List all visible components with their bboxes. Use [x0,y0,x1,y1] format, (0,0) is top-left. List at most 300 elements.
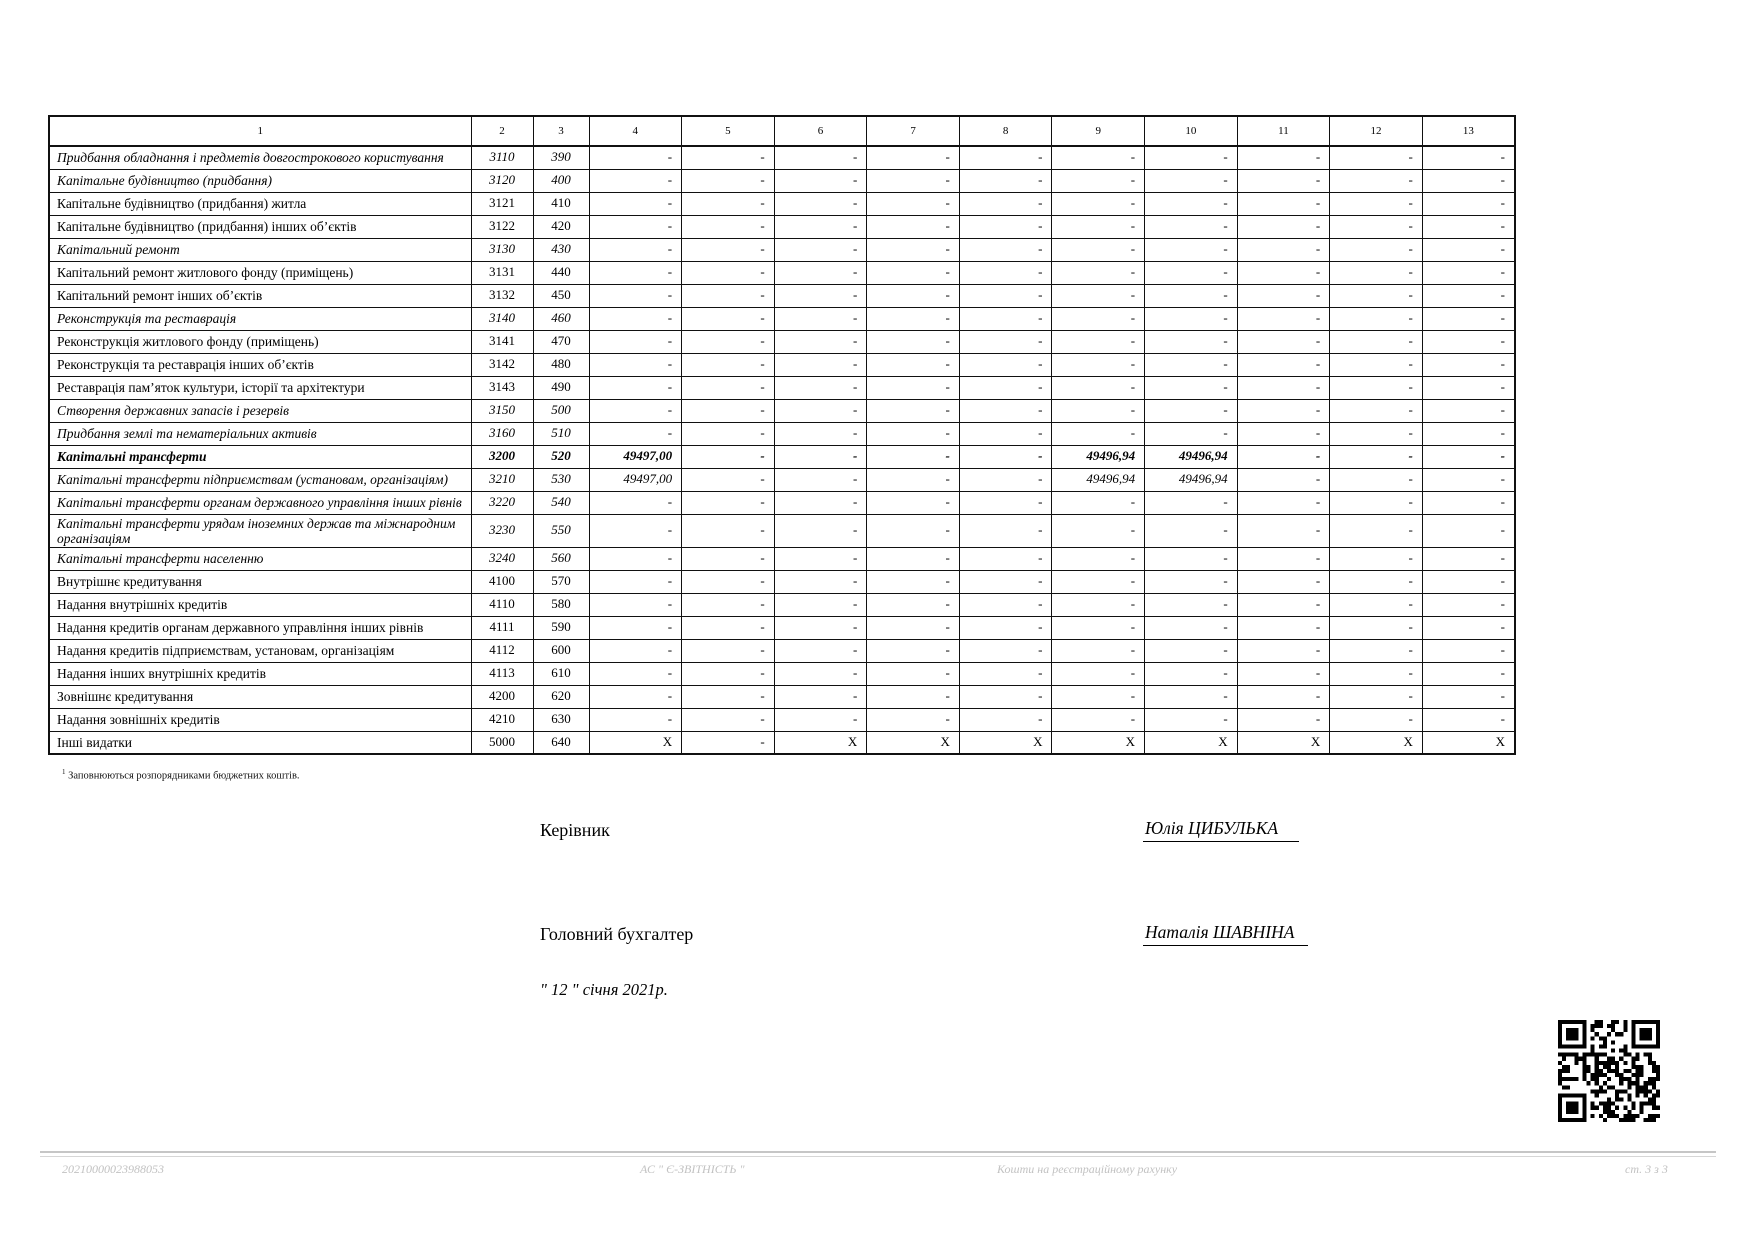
row-label: Капітальні трансферти урядам іноземних держав та міжнародним організаціям [49,514,471,547]
row-value-col-9: - [1052,307,1145,330]
row-value-col-5: - [682,547,775,570]
table-row-3160 [49,422,1515,445]
row-line: 580 [533,593,589,616]
row-value-col-11: - [1237,422,1330,445]
row-value-col-12: - [1330,261,1423,284]
row-code: 3142 [471,353,533,376]
row-code: 5000 [471,731,533,754]
row-value-col-5: - [682,514,775,547]
row-value-col-6: - [774,307,867,330]
row-value-col-10: - [1145,662,1238,685]
row-value-col-10: - [1145,547,1238,570]
row-value-col-7: - [867,215,960,238]
row-line: 560 [533,547,589,570]
row-value-col-7: - [867,376,960,399]
row-value-col-13: - [1422,468,1515,491]
row-value-col-5: - [682,169,775,192]
row-value-col-11: - [1237,468,1330,491]
row-code: 3143 [471,376,533,399]
row-value-col-10: - [1145,399,1238,422]
row-value-col-7: - [867,616,960,639]
row-value-col-10: - [1145,422,1238,445]
row-value-col-5: - [682,639,775,662]
row-value-col-13: - [1422,284,1515,307]
row-code: 4100 [471,570,533,593]
footnote-marker: 1 [62,768,66,776]
row-value-col-7: - [867,514,960,547]
row-value-col-8: - [959,708,1052,731]
row-value-col-13: - [1422,192,1515,215]
row-value-col-4: - [589,192,682,215]
row-label: Надання кредитів органам державного управління інших рівнів [49,616,471,639]
row-value-col-6: - [774,514,867,547]
row-value-col-7: - [867,192,960,215]
row-value-col-9: - [1052,284,1145,307]
row-value-col-4: - [589,593,682,616]
row-value-col-5: - [682,307,775,330]
row-value-col-5: - [682,376,775,399]
row-value-col-7: - [867,146,960,169]
row-value-col-6: - [774,639,867,662]
row-value-col-4: - [589,169,682,192]
row-line: 570 [533,570,589,593]
row-line: 450 [533,284,589,307]
row-value-col-12: - [1330,639,1423,662]
row-code: 3130 [471,238,533,261]
table-row-4200 [49,685,1515,708]
row-value-col-4: - [589,616,682,639]
row-value-col-6: - [774,192,867,215]
row-value-col-10: - [1145,238,1238,261]
row-value-col-10: - [1145,708,1238,731]
row-value-col-6: - [774,593,867,616]
row-value-col-11: - [1237,238,1330,261]
row-value-col-13: - [1422,353,1515,376]
row-value-col-11: - [1237,376,1330,399]
row-value-col-12: - [1330,399,1423,422]
row-value-col-5: - [682,445,775,468]
row-value-col-9: - [1052,169,1145,192]
row-value-col-4: - [589,238,682,261]
row-value-col-8: - [959,169,1052,192]
row-line: 400 [533,169,589,192]
row-value-col-12: - [1330,307,1423,330]
row-value-col-6: - [774,376,867,399]
row-value-col-13: - [1422,445,1515,468]
row-line: 430 [533,238,589,261]
table-row-3150 [49,399,1515,422]
table-row-3120 [49,169,1515,192]
row-value-col-5: - [682,685,775,708]
row-value-col-8: - [959,422,1052,445]
row-value-col-10: - [1145,616,1238,639]
row-value-col-9: - [1052,570,1145,593]
row-value-col-11: - [1237,514,1330,547]
row-value-col-10: - [1145,307,1238,330]
row-value-col-12: - [1330,685,1423,708]
row-code: 4110 [471,593,533,616]
row-value-col-10: X [1145,731,1238,754]
row-value-col-12: - [1330,662,1423,685]
row-value-col-6: - [774,708,867,731]
row-value-col-13: - [1422,662,1515,685]
row-value-col-8: - [959,662,1052,685]
row-value-col-9: X [1052,731,1145,754]
row-code: 4200 [471,685,533,708]
column-header-6: 6 [774,116,867,146]
row-label: Реставрація пам’яток культури, історії та архітектури [49,376,471,399]
row-value-col-11: - [1237,353,1330,376]
signature-role-chief-accountant: Головний бухгалтер [540,924,694,944]
row-code: 4111 [471,616,533,639]
column-header-12: 12 [1330,116,1423,146]
row-value-col-12: - [1330,547,1423,570]
row-value-col-8: - [959,192,1052,215]
row-value-col-5: - [682,491,775,514]
row-value-col-9: - [1052,616,1145,639]
row-value-col-11: - [1237,284,1330,307]
row-value-col-9: - [1052,514,1145,547]
row-value-col-9: - [1052,261,1145,284]
table-row-3141 [49,330,1515,353]
column-header-9: 9 [1052,116,1145,146]
row-value-col-11: - [1237,662,1330,685]
row-value-col-12: - [1330,353,1423,376]
row-value-col-10: - [1145,491,1238,514]
row-code: 3110 [471,146,533,169]
row-value-col-6: - [774,169,867,192]
row-value-col-8: - [959,547,1052,570]
row-value-col-12: - [1330,330,1423,353]
row-value-col-8: - [959,570,1052,593]
row-value-col-11: - [1237,570,1330,593]
row-line: 470 [533,330,589,353]
row-value-col-12: - [1330,376,1423,399]
table-row-4210 [49,708,1515,731]
column-header-2: 2 [471,116,533,146]
row-value-col-12: - [1330,593,1423,616]
date-line: " 12 " січня 2021р. [540,980,668,999]
table-row-3220 [49,491,1515,514]
footer-divider [40,1151,1716,1157]
row-value-col-8: - [959,215,1052,238]
table-row-4110 [49,593,1515,616]
row-value-col-5: - [682,330,775,353]
row-value-col-13: - [1422,422,1515,445]
row-value-col-10: - [1145,570,1238,593]
row-label: Реконструкція житлового фонду (приміщень) [49,330,471,353]
row-value-col-13: - [1422,547,1515,570]
row-code: 4113 [471,662,533,685]
row-value-col-8: - [959,330,1052,353]
row-value-col-12: - [1330,238,1423,261]
footer-page-number: ст. 3 з 3 [1625,1162,1668,1176]
row-value-col-13: - [1422,514,1515,547]
row-code: 3210 [471,468,533,491]
row-value-col-7: - [867,353,960,376]
row-value-col-6: - [774,284,867,307]
table-row-4111 [49,616,1515,639]
row-value-col-13: - [1422,491,1515,514]
row-line: 390 [533,146,589,169]
row-value-col-10: 49496,94 [1145,468,1238,491]
row-value-col-7: - [867,547,960,570]
row-value-col-8: - [959,261,1052,284]
row-value-col-4: 49497,00 [589,445,682,468]
row-label: Капітальне будівництво (придбання) інших об’єктів [49,215,471,238]
row-value-col-7: - [867,238,960,261]
row-line: 590 [533,616,589,639]
table-row-3121 [49,192,1515,215]
row-value-col-11: - [1237,593,1330,616]
row-value-col-7: - [867,330,960,353]
row-value-col-13: - [1422,238,1515,261]
row-value-col-10: - [1145,169,1238,192]
row-value-col-4: - [589,215,682,238]
row-value-col-9: - [1052,685,1145,708]
row-value-col-10: - [1145,330,1238,353]
row-value-col-6: - [774,685,867,708]
row-code: 3122 [471,215,533,238]
row-line: 480 [533,353,589,376]
column-header-10: 10 [1145,116,1238,146]
row-value-col-11: - [1237,445,1330,468]
row-label: Надання зовнішніх кредитів [49,708,471,731]
row-value-col-9: - [1052,146,1145,169]
row-value-col-12: X [1330,731,1423,754]
row-value-col-10: - [1145,685,1238,708]
row-code: 3160 [471,422,533,445]
row-value-col-11: - [1237,491,1330,514]
row-value-col-4: - [589,491,682,514]
row-label: Капітальний ремонт [49,238,471,261]
signature-name-director: Юлія ЦИБУЛЬКА [1143,818,1299,842]
table-row-4100 [49,570,1515,593]
row-value-col-4: - [589,570,682,593]
row-line: 540 [533,491,589,514]
row-label: Надання внутрішніх кредитів [49,593,471,616]
row-value-col-9: - [1052,330,1145,353]
row-value-col-5: - [682,422,775,445]
row-value-col-9: - [1052,639,1145,662]
row-value-col-10: - [1145,261,1238,284]
footer-system-name: АС " Є-ЗВІТНІСТЬ " [640,1162,745,1176]
footnote [62,768,300,782]
row-value-col-10: - [1145,376,1238,399]
column-header-3: 3 [533,116,589,146]
row-label: Створення державних запасів і резервів [49,399,471,422]
row-code: 3220 [471,491,533,514]
row-value-col-11: - [1237,330,1330,353]
row-value-col-8: - [959,468,1052,491]
table-row-3130 [49,238,1515,261]
row-value-col-13: - [1422,616,1515,639]
row-label: Капітальні трансферти [49,445,471,468]
row-code: 3240 [471,547,533,570]
row-value-col-12: - [1330,616,1423,639]
row-value-col-8: - [959,399,1052,422]
row-value-col-6: - [774,330,867,353]
row-value-col-11: - [1237,261,1330,284]
row-value-col-11: - [1237,215,1330,238]
row-value-col-6: - [774,146,867,169]
row-value-col-8: - [959,376,1052,399]
row-value-col-13: - [1422,708,1515,731]
row-value-col-9: - [1052,215,1145,238]
row-value-col-5: - [682,146,775,169]
table-row-3143 [49,376,1515,399]
row-label: Реконструкція та реставрація інших об’єктів [49,353,471,376]
table-row-4113 [49,662,1515,685]
row-value-col-4: - [589,685,682,708]
budget-table [48,115,1516,755]
row-label: Капітальне будівництво (придбання) житла [49,192,471,215]
row-code: 4112 [471,639,533,662]
row-value-col-9: - [1052,238,1145,261]
row-value-col-12: - [1330,215,1423,238]
row-value-col-11: - [1237,146,1330,169]
column-header-11: 11 [1237,116,1330,146]
row-value-col-6: - [774,491,867,514]
row-value-col-4: - [589,547,682,570]
row-label: Придбання землі та нематеріальних активів [49,422,471,445]
row-value-col-7: - [867,491,960,514]
row-value-col-4: - [589,708,682,731]
row-value-col-7: - [867,570,960,593]
row-value-col-5: - [682,708,775,731]
row-line: 460 [533,307,589,330]
row-value-col-8: - [959,307,1052,330]
row-value-col-5: - [682,192,775,215]
row-value-col-9: - [1052,662,1145,685]
row-value-col-9: 49496,94 [1052,445,1145,468]
row-value-col-9: - [1052,192,1145,215]
row-value-col-12: - [1330,169,1423,192]
row-value-col-12: - [1330,192,1423,215]
row-value-col-4: - [589,261,682,284]
table-row-3110 [49,146,1515,169]
row-value-col-4: 49497,00 [589,468,682,491]
row-code: 3141 [471,330,533,353]
table-header-row [49,116,1515,146]
row-value-col-13: - [1422,376,1515,399]
row-label: Капітальні трансферти органам державного управління інших рівнів [49,491,471,514]
row-value-col-12: - [1330,422,1423,445]
row-value-col-5: - [682,616,775,639]
row-value-col-7: - [867,662,960,685]
row-value-col-4: - [589,284,682,307]
row-value-col-8: - [959,146,1052,169]
row-value-col-13: - [1422,685,1515,708]
row-value-col-8: - [959,284,1052,307]
row-value-col-13: - [1422,399,1515,422]
row-value-col-5: - [682,731,775,754]
row-value-col-13: X [1422,731,1515,754]
row-line: 550 [533,514,589,547]
row-value-col-13: - [1422,169,1515,192]
row-line: 410 [533,192,589,215]
row-value-col-4: - [589,662,682,685]
row-line: 620 [533,685,589,708]
row-code: 3131 [471,261,533,284]
row-code: 4210 [471,708,533,731]
row-value-col-10: - [1145,284,1238,307]
row-value-col-12: - [1330,445,1423,468]
row-line: 600 [533,639,589,662]
table-row-3200 [49,445,1515,468]
row-value-col-9: - [1052,376,1145,399]
row-value-col-12: - [1330,491,1423,514]
row-value-col-4: - [589,376,682,399]
row-value-col-11: - [1237,307,1330,330]
row-value-col-6: - [774,616,867,639]
row-code: 3140 [471,307,533,330]
qr-code [1558,1018,1660,1124]
row-value-col-11: - [1237,399,1330,422]
row-line: 640 [533,731,589,754]
row-label: Надання кредитів підприємствам, установам, організаціям [49,639,471,662]
row-label: Капітальний ремонт інших об’єктів [49,284,471,307]
row-value-col-7: - [867,468,960,491]
row-value-col-7: - [867,284,960,307]
row-value-col-13: - [1422,593,1515,616]
row-line: 510 [533,422,589,445]
row-value-col-11: - [1237,685,1330,708]
row-line: 610 [533,662,589,685]
row-value-col-4: - [589,330,682,353]
column-header-7: 7 [867,116,960,146]
row-value-col-13: - [1422,570,1515,593]
row-value-col-7: - [867,685,960,708]
row-value-col-10: - [1145,593,1238,616]
row-value-col-6: - [774,468,867,491]
row-value-col-13: - [1422,146,1515,169]
table-row-3122 [49,215,1515,238]
row-value-col-9: - [1052,353,1145,376]
table-row-3132 [49,284,1515,307]
row-value-col-11: - [1237,708,1330,731]
row-line: 530 [533,468,589,491]
row-value-col-6: - [774,261,867,284]
row-label: Капітальний ремонт житлового фонду (приміщень) [49,261,471,284]
table-row-3131 [49,261,1515,284]
row-value-col-7: - [867,593,960,616]
row-value-col-7: - [867,639,960,662]
row-value-col-11: - [1237,192,1330,215]
row-value-col-9: - [1052,491,1145,514]
row-line: 420 [533,215,589,238]
row-value-col-10: - [1145,514,1238,547]
signature-role-director: Керівник [540,820,610,840]
row-value-col-6: - [774,238,867,261]
row-value-col-10: - [1145,215,1238,238]
table-row-5000 [49,731,1515,754]
row-value-col-12: - [1330,146,1423,169]
row-value-col-5: - [682,238,775,261]
row-value-col-6: - [774,547,867,570]
table-row-3210 [49,468,1515,491]
row-value-col-5: - [682,662,775,685]
row-code: 3200 [471,445,533,468]
row-value-col-4: - [589,353,682,376]
row-value-col-7: X [867,731,960,754]
row-value-col-13: - [1422,261,1515,284]
row-code: 3132 [471,284,533,307]
row-label: Надання інших внутрішніх кредитів [49,662,471,685]
row-value-col-7: - [867,399,960,422]
row-value-col-8: - [959,445,1052,468]
row-label: Внутрішнє кредитування [49,570,471,593]
